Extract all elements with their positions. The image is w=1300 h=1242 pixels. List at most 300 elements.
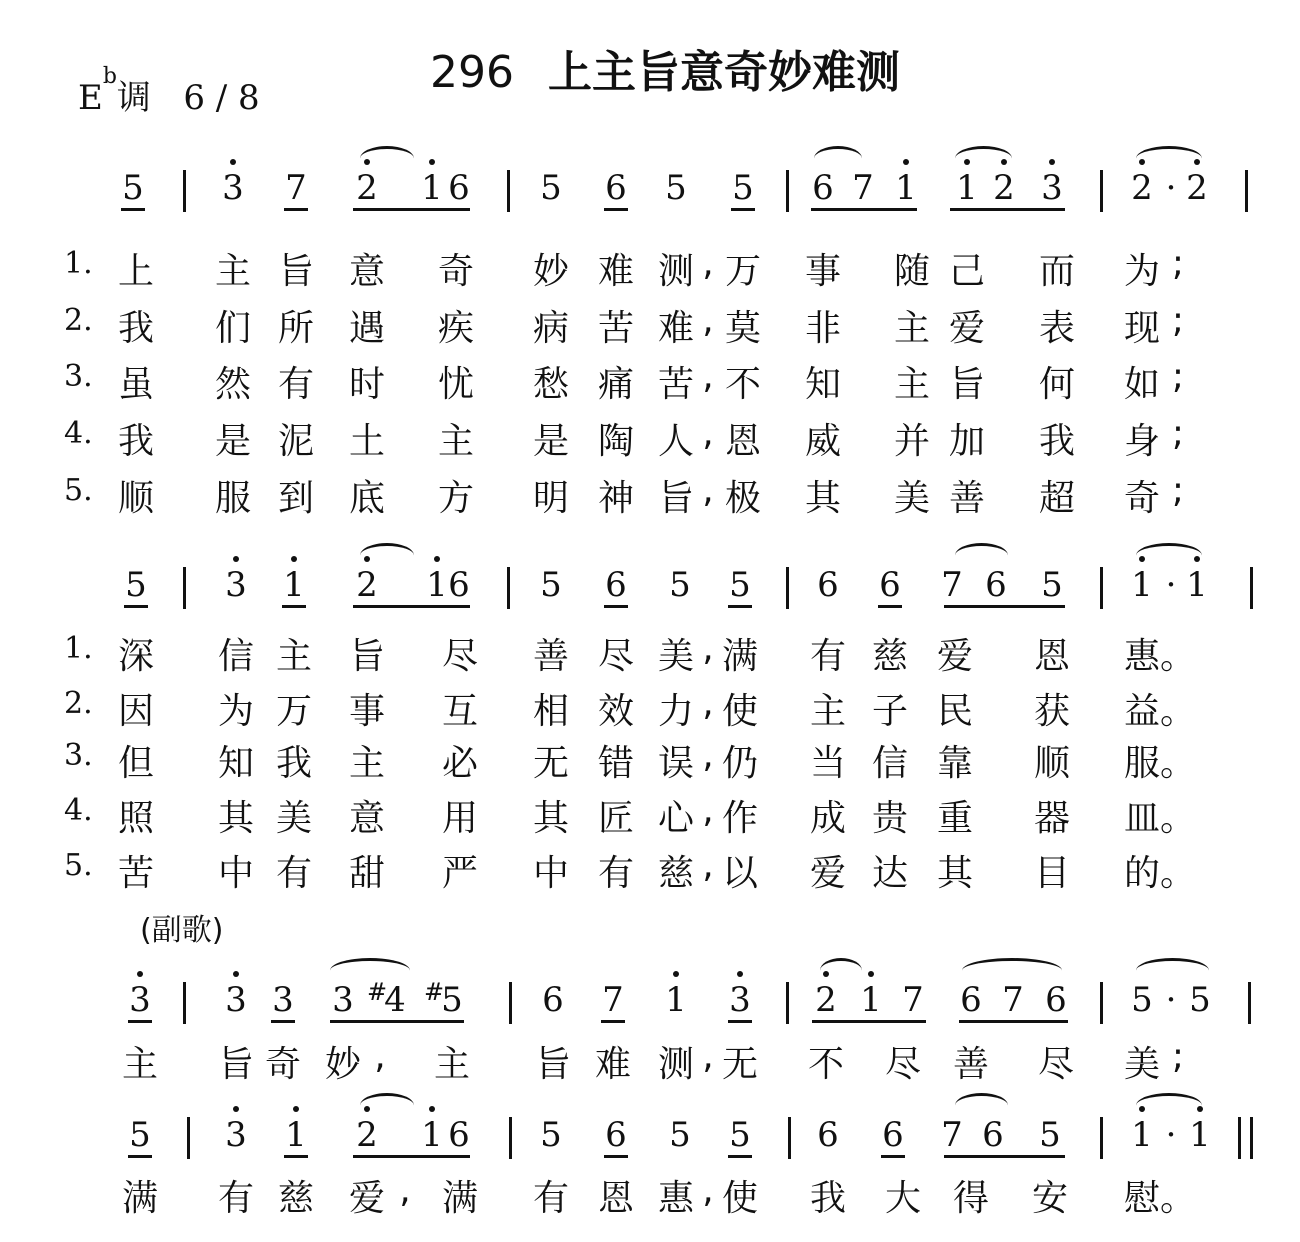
lyric-char: 美 (893, 478, 930, 519)
lyric-char: 当 (809, 743, 846, 784)
note: 3 (331, 980, 355, 1023)
lyric-char: ; (1171, 243, 1185, 284)
note: 1 (955, 168, 979, 208)
lyric-char: 互 (441, 691, 478, 732)
note: 5 (1039, 1115, 1061, 1155)
note: 2 (355, 168, 379, 208)
note: 6 (1044, 980, 1068, 1023)
bar-line (509, 982, 512, 1024)
lyric-char: 主 (348, 743, 385, 784)
hymn-number: 296 (430, 47, 514, 98)
key-flat: b (102, 64, 117, 89)
octave-dot (903, 159, 909, 165)
lyric-char: 中 (532, 853, 569, 894)
lyric-char: 。 (1159, 691, 1196, 732)
note: 6 (448, 565, 470, 605)
lyric-char: 事 (804, 251, 841, 292)
lyric-char: 知 (217, 743, 254, 784)
note: 6 (604, 1115, 628, 1158)
octave-dot (293, 1106, 299, 1112)
lyric-char: 用 (441, 798, 478, 839)
note: 5 (669, 565, 691, 605)
bar-line (509, 1117, 512, 1159)
bar-line (1100, 567, 1103, 609)
note: 2 (1130, 168, 1154, 208)
lyric-char: 作 (721, 798, 758, 839)
note: 1 (894, 168, 918, 208)
octave-dot (673, 971, 679, 977)
lyric-char: 主 (121, 1044, 158, 1085)
lyric-char: 陶 (597, 421, 634, 462)
key-word: 调 (116, 78, 151, 118)
note: 2 (814, 980, 838, 1023)
bar-line (187, 1117, 190, 1159)
octave-dot (137, 971, 143, 977)
lyric-char: 旨 (657, 478, 694, 519)
lyric-char: 大 (884, 1178, 921, 1219)
slur (955, 543, 1008, 568)
note: 3 (221, 168, 245, 208)
note: 2 (992, 168, 1016, 208)
verse-number: 4. (64, 416, 93, 451)
lyric-char: 随 (893, 251, 930, 292)
lyric-char: , (702, 790, 714, 831)
lyric-char: 中 (217, 853, 254, 894)
octave-dot (737, 971, 743, 977)
lyric-line (0, 628, 1300, 677)
note: 2 (1185, 168, 1209, 208)
lyric-char: 主 (214, 251, 251, 292)
note: 2 (355, 1115, 379, 1155)
note: # 4 (383, 980, 407, 1023)
lyric-char: 靠 (936, 743, 973, 784)
lyric-char: , (702, 1036, 714, 1077)
bar-line (507, 170, 510, 212)
slur (955, 146, 1012, 171)
octave-dot (230, 159, 236, 165)
lyric-char: , (702, 413, 714, 454)
bar-line (786, 170, 789, 212)
lyric-char: 心 (657, 798, 694, 839)
lyric-char: 重 (936, 798, 973, 839)
bar-line (788, 1117, 791, 1159)
lyric-char: 身 (1123, 421, 1160, 462)
lyric-char: 旨 (948, 364, 985, 405)
lyric-char: 满 (721, 636, 758, 677)
lyric-char: ; (1171, 470, 1185, 511)
lyric-char: 主 (437, 421, 474, 462)
note: 1 (664, 980, 688, 1020)
note: 3 (224, 1115, 248, 1155)
lyric-char: 万 (275, 691, 312, 732)
octave-dot (233, 556, 239, 562)
note: 1 (859, 980, 883, 1023)
lyric-char: 顺 (117, 478, 154, 519)
bar-line (1100, 1117, 1103, 1159)
slur (360, 146, 414, 171)
beam-underline (960, 1020, 1067, 1023)
lyric-char: 子 (871, 691, 908, 732)
note: 5 (728, 1115, 752, 1158)
note: # 5 (440, 980, 464, 1023)
note: 1 (1188, 1115, 1212, 1155)
lyric-char: 旨 (217, 1044, 254, 1085)
lyric-char: , (702, 356, 714, 397)
note: 7 (284, 168, 308, 211)
lyric-char: 其 (532, 798, 569, 839)
beam-underline (353, 208, 470, 211)
lyric-char: , (702, 735, 714, 776)
lyric-char: 不 (807, 1044, 844, 1085)
note: 6 (982, 1115, 1004, 1155)
lyric-char: 益 (1123, 691, 1160, 732)
lyric-char: 己 (948, 251, 985, 292)
lyric-char: 善 (948, 478, 985, 519)
octave-dot (1049, 159, 1055, 165)
lyric-char: 的 (1123, 853, 1160, 894)
bar-line (1248, 982, 1251, 1024)
lyric-char: 慰 (1123, 1178, 1160, 1219)
note: 6 (448, 168, 470, 208)
note: 5 (540, 1115, 562, 1155)
lyric-char: 成 (809, 798, 846, 839)
note: 1 (420, 1115, 444, 1155)
lyric-char: 美 (275, 798, 312, 839)
lyric-char: 满 (121, 1178, 158, 1219)
lyric-char: 奇 (437, 251, 474, 292)
lyric-char: 测 (657, 251, 694, 292)
lyric-char: 我 (809, 1178, 846, 1219)
lyric-char: 爱 (948, 308, 985, 349)
note: 1 (1130, 1115, 1154, 1155)
octave-dot (429, 1106, 435, 1112)
slur (962, 958, 1062, 983)
lyric-char: 知 (804, 364, 841, 405)
lyric-char: 仍 (721, 743, 758, 784)
lyric-char: 使 (721, 1178, 758, 1219)
beam-underline (811, 208, 917, 211)
lyric-char: 美 (657, 636, 694, 677)
lyric-char: 尽 (884, 1044, 921, 1085)
note: 3 (224, 980, 248, 1020)
lyric-char: 主 (275, 636, 312, 677)
lyric-char: 痛 (597, 364, 634, 405)
verse-number: 3. (64, 359, 93, 394)
lyric-char: 我 (117, 421, 154, 462)
lyric-char: 非 (804, 308, 841, 349)
lyric-char: 如 (1123, 364, 1160, 405)
lyric-char: 爱 (348, 1178, 385, 1219)
lyric-char: , (702, 243, 714, 284)
lyric-char: 是 (214, 421, 251, 462)
chorus-label: (副歌) (140, 913, 224, 948)
lyric-char: 万 (724, 251, 761, 292)
lyric-char: 顺 (1033, 743, 1070, 784)
beam-underline (950, 208, 1065, 211)
lyric-char: 旨 (348, 636, 385, 677)
lyric-line (0, 413, 1300, 462)
note: 1 (1185, 565, 1209, 605)
hymn-title: 上主旨意奇妙难测 (547, 47, 900, 98)
lyric-char: 信 (217, 636, 254, 677)
lyric-char: 有 (277, 364, 314, 405)
lyric-char: 现 (1123, 308, 1160, 349)
lyric-char: 明 (532, 478, 569, 519)
lyric-char: 民 (936, 691, 973, 732)
bar-line (786, 567, 789, 609)
lyric-char: 尽 (1037, 1044, 1074, 1085)
lyric-char: 信 (871, 743, 908, 784)
lyric-char: ; (1171, 356, 1185, 397)
note: 6 (881, 1115, 905, 1158)
lyric-char: 服 (214, 478, 251, 519)
lyric-char: 奇 (264, 1044, 301, 1085)
note: 5 (728, 565, 752, 608)
lyric-char: 意 (348, 798, 385, 839)
lyric-char: 必 (441, 743, 478, 784)
note: 3 (1040, 168, 1064, 208)
lyric-char: 苦 (657, 364, 694, 405)
note: 7 (941, 565, 963, 605)
verse-number: 5. (64, 473, 93, 508)
lyric-char: 得 (952, 1178, 989, 1219)
beam-underline (944, 1155, 1065, 1158)
lyric-char: , (702, 628, 714, 669)
lyric-char: 照 (117, 798, 154, 839)
key-signature (78, 64, 260, 119)
lyric-char: 以 (721, 853, 758, 894)
lyric-char: 严 (441, 853, 478, 894)
bar-line (1100, 170, 1103, 212)
lyric-char: , (702, 470, 714, 511)
note: 5 (665, 168, 687, 208)
note: 1 (1130, 565, 1154, 605)
dot-extension: · (1165, 168, 1177, 208)
note: 6 (448, 1115, 470, 1155)
beam-underline (330, 1020, 462, 1023)
lyric-char: 误 (657, 743, 694, 784)
bar-line (1250, 1117, 1253, 1159)
lyric-char: 。 (1159, 743, 1196, 784)
verse-number: 4. (64, 793, 93, 828)
lyric-char: 尽 (597, 636, 634, 677)
dot-extension: · (1165, 980, 1177, 1020)
lyric-char: 善 (532, 636, 569, 677)
verse-number: 1. (64, 631, 93, 666)
lyric-char: 苦 (597, 308, 634, 349)
lyric-char: 意 (348, 251, 385, 292)
lyric-char: 莫 (724, 308, 761, 349)
lyric-char: 服 (1123, 743, 1160, 784)
lyric-char: 惠 (657, 1178, 694, 1219)
lyric-char: 极 (724, 478, 761, 519)
lyric-char: 。 (1159, 798, 1196, 839)
lyric-char: 因 (117, 691, 154, 732)
lyric-char: 所 (277, 308, 314, 349)
lyric-char: 泥 (277, 421, 314, 462)
time-signature: 6 / 8 (183, 78, 260, 118)
bar-line (1245, 170, 1248, 212)
lyric-char: 我 (117, 308, 154, 349)
lyric-char: 其 (804, 478, 841, 519)
lyric-char: 相 (532, 691, 569, 732)
lyric-char: 主 (809, 691, 846, 732)
lyric-char: 慈 (657, 853, 694, 894)
lyric-char: 尽 (441, 636, 478, 677)
bar-line (183, 982, 186, 1024)
lyric-char: 获 (1033, 691, 1070, 732)
note: 6 (817, 565, 839, 605)
lyric-line (0, 735, 1300, 784)
lyric-char: 使 (721, 691, 758, 732)
lyric-char: 测 (657, 1044, 694, 1085)
lyric-char: 到 (277, 478, 314, 519)
lyric-char: 加 (948, 421, 985, 462)
octave-dot (868, 971, 874, 977)
lyric-char: 善 (952, 1044, 989, 1085)
lyric-char: 神 (597, 478, 634, 519)
lyric-line (0, 683, 1300, 732)
lyric-char: 恩 (724, 421, 761, 462)
bar-line (1238, 1117, 1241, 1159)
note: 1 (282, 565, 306, 608)
dot-extension: · (1165, 565, 1177, 605)
lyric-char: 甜 (348, 853, 385, 894)
lyric-char: 为 (1123, 251, 1160, 292)
lyric-line (0, 1170, 1300, 1219)
note: 3 (271, 980, 295, 1023)
hymn-heading (430, 36, 900, 100)
lyric-line (0, 356, 1300, 405)
octave-dot (233, 971, 239, 977)
slur (814, 146, 862, 171)
note: 1 (284, 1115, 308, 1158)
note: 7 (901, 980, 925, 1023)
lyric-char: , (702, 1170, 714, 1211)
verse-number: 2. (64, 303, 93, 338)
lyric-char: 有 (597, 853, 634, 894)
key-letter: E (78, 78, 103, 118)
bar-line (183, 567, 186, 609)
lyric-char: 目 (1033, 853, 1070, 894)
note: 7 (852, 168, 874, 208)
lyric-char: 力 (657, 691, 694, 732)
lyric-char: 遇 (348, 308, 385, 349)
lyric-char: 旨 (277, 251, 314, 292)
lyric-char: 其 (217, 798, 254, 839)
lyric-char: 时 (348, 364, 385, 405)
lyric-char: 其 (936, 853, 973, 894)
beam-underline (812, 1020, 926, 1023)
lyric-char: 效 (597, 691, 634, 732)
note: 3 (128, 980, 152, 1023)
lyric-char: 有 (532, 1178, 569, 1219)
lyric-char: 但 (117, 743, 154, 784)
slur (1136, 1093, 1202, 1118)
bar-line (1100, 982, 1103, 1024)
slur (360, 543, 414, 568)
lyric-char: 土 (348, 421, 385, 462)
beam-underline (944, 605, 1065, 608)
lyric-char: 何 (1038, 364, 1075, 405)
lyric-char: , (399, 1170, 411, 1211)
lyric-char: 难 (594, 1044, 631, 1085)
lyric-char: 们 (214, 308, 251, 349)
lyric-char: 器 (1033, 798, 1070, 839)
lyric-char: 慈 (277, 1178, 314, 1219)
beam-underline (353, 1155, 470, 1158)
octave-dot (291, 556, 297, 562)
lyric-char: 忧 (437, 364, 474, 405)
lyric-char: 满 (441, 1178, 478, 1219)
note: 3 (224, 565, 248, 605)
note: 5 (1041, 565, 1063, 605)
lyric-char: 并 (893, 421, 930, 462)
lyric-char: 有 (275, 853, 312, 894)
lyric-char: ; (1171, 300, 1185, 341)
lyric-line (0, 1036, 1300, 1085)
lyric-char: 人 (657, 421, 694, 462)
lyric-char: 。 (1159, 1178, 1196, 1219)
slur (955, 1093, 1008, 1118)
bar-line (507, 567, 510, 609)
bar-line (183, 170, 186, 212)
note: 5 (121, 168, 145, 211)
lyric-char: 恩 (597, 1178, 634, 1219)
lyric-char: 虽 (117, 364, 154, 405)
note: 7 (941, 1115, 963, 1155)
lyric-char: 达 (871, 853, 908, 894)
note: 5 (669, 1115, 691, 1155)
lyric-char: 方 (437, 478, 474, 519)
note: 6 (959, 980, 983, 1023)
bar-line (786, 982, 789, 1024)
lyric-char: 恩 (1033, 636, 1070, 677)
verse-number: 2. (64, 686, 93, 721)
lyric-char: 底 (348, 478, 385, 519)
note: 7 (1001, 980, 1025, 1023)
note: 1 (420, 168, 444, 208)
note: 5 (128, 1115, 152, 1158)
note: 5 (1131, 980, 1153, 1020)
note: 6 (542, 980, 564, 1020)
lyric-char: 难 (597, 251, 634, 292)
lyric-char: , (702, 300, 714, 341)
verse-number: 5. (64, 848, 93, 883)
note: 5 (540, 565, 562, 605)
lyric-char: 错 (597, 743, 634, 784)
lyric-char: 。 (1159, 853, 1196, 894)
lyric-line (0, 470, 1300, 519)
note: 7 (601, 980, 625, 1023)
lyric-char: 慈 (871, 636, 908, 677)
lyric-char: 上 (117, 251, 154, 292)
lyric-char: 苦 (117, 853, 154, 894)
note: 6 (604, 168, 628, 211)
octave-dot (434, 556, 440, 562)
lyric-char: 疾 (437, 308, 474, 349)
lyric-char: 美 (1123, 1044, 1160, 1085)
lyric-char: 。 (1159, 636, 1196, 677)
beam-underline (353, 605, 470, 608)
lyric-char: , (374, 1036, 386, 1077)
lyric-char: 超 (1038, 478, 1075, 519)
lyric-char: 匠 (597, 798, 634, 839)
lyric-char: ; (1171, 1036, 1185, 1077)
slur (820, 958, 862, 983)
slur (1136, 958, 1209, 983)
lyric-char: 深 (117, 636, 154, 677)
